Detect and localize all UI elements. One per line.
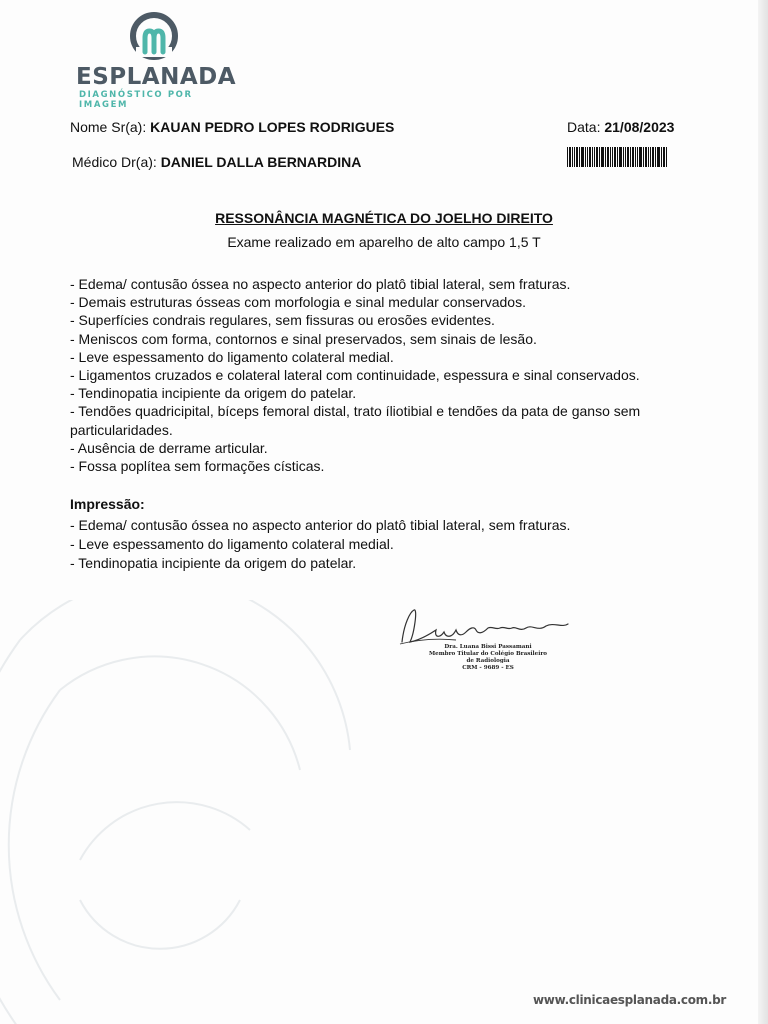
finding-item: - Superfícies condrais regulares, sem fissuras ou erosões evidentes.	[70, 312, 495, 329]
finding-item: - Fossa poplítea sem formações císticas.	[70, 458, 325, 475]
finding-item: - Edema/ contusão óssea no aspecto anterior do platô tibial lateral, sem fraturas.	[70, 276, 571, 292]
finding-item: - Ausência de derrame articular.	[70, 439, 268, 456]
signature-title-line2: de Radiologia	[466, 658, 510, 664]
date-label: Data:	[567, 119, 605, 135]
doctor-value: DANIEL DALLA BERNARDINA	[160, 154, 362, 170]
findings-list	[70, 275, 670, 475]
patient-name-value: KAUAN PEDRO LOPES RODRIGUES	[150, 119, 395, 135]
finding-item: - Ligamentos cruzados e colateral lateral com continuidade, espessura e sinal conservados.	[70, 367, 640, 384]
exam-subtitle: Exame realizado em aparelho de alto campo 1,5 T	[227, 234, 541, 250]
finding-item: - Tendinopatia incipiente da origem do patelar.	[70, 385, 357, 402]
date-row	[567, 119, 674, 135]
patient-name-row	[70, 119, 394, 135]
clinic-logo	[76, 12, 237, 110]
date-value: 21/08/2023	[604, 119, 675, 135]
logo-tagline: DIAGNÓSTICO POR IMAGEM	[79, 90, 193, 110]
signature-block	[410, 644, 566, 672]
impression-item: - Leve espessamento do ligamento colateral medial.	[70, 536, 394, 552]
impression-title: Impressão:	[70, 496, 145, 512]
exam-title: RESSONÂNCIA MAGNÉTICA DO JOELHO DIREITO	[215, 210, 553, 226]
finding-item: - Meniscos com forma, contornos e sinal preservados, sem sinais de lesão.	[70, 330, 537, 347]
signature-title-line1: Membro Titular do Colégio Brasileiro	[428, 651, 548, 657]
finding-item: - Tendões quadricipital, bíceps femoral distal, trato íliotibial e tendões da pata de ganso sem particularidades.	[70, 403, 641, 438]
patient-name-label: Nome Sr(a):	[70, 119, 151, 135]
impression-list	[70, 516, 670, 573]
impression-item: - Tendinopatia incipiente da origem do patelar.	[70, 555, 357, 571]
doctor-label: Médico Dr(a):	[72, 154, 161, 170]
finding-item: - Leve espessamento do ligamento colateral medial.	[70, 348, 394, 365]
esplanada-logo-icon	[128, 12, 180, 62]
watermark-logo	[0, 600, 360, 1024]
signature-name: Dra. Luana Bissi Passamani	[444, 644, 532, 650]
barcode	[567, 147, 668, 167]
footer-url: www.clinicaesplanada.com.br	[533, 993, 727, 1007]
finding-item: - Demais estruturas ósseas com morfologia e sinal medular conservados.	[70, 294, 526, 311]
page-edge	[758, 0, 768, 1024]
doctor-row	[72, 154, 361, 170]
impression-item: - Edema/ contusão óssea no aspecto anterior do platô tibial lateral, sem fraturas.	[70, 517, 571, 533]
logo-name: ESPLANADA	[76, 64, 237, 90]
signature-crm: CRM - 9689 - ES	[462, 665, 514, 671]
